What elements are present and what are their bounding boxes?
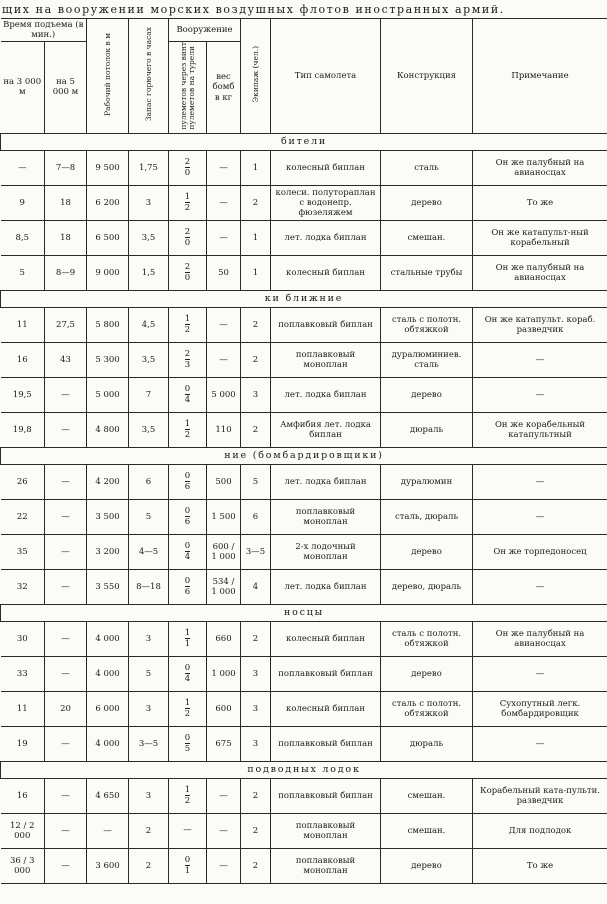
cell-construction: дерево, дюраль xyxy=(381,569,473,604)
cell-note: Он же корабельный катапультный xyxy=(473,412,607,447)
cell-note: — xyxy=(473,342,607,377)
cell-type: поплавковый моноплан xyxy=(271,499,381,534)
cell-crew: 1 xyxy=(241,255,271,290)
cell-machine-guns xyxy=(169,342,207,377)
header-h3000: на 3 000 м xyxy=(1,42,45,134)
fraction xyxy=(185,385,190,406)
fraction xyxy=(185,263,190,284)
fraction xyxy=(185,664,190,685)
cell-bomb-weight: 1 500 xyxy=(207,499,241,534)
cell-ceiling: 5 000 xyxy=(87,377,129,412)
fraction-bottom: 4 xyxy=(184,552,191,563)
cell-climb-3000: 22 xyxy=(1,499,45,534)
cell-fuel: 3,5 xyxy=(129,412,169,447)
fraction-top: 0 xyxy=(184,662,191,673)
cell-bomb-weight: — xyxy=(207,848,241,883)
cell-fuel: 3,5 xyxy=(129,220,169,255)
fraction xyxy=(185,699,190,720)
table-row xyxy=(1,726,607,761)
fraction-top: 0 xyxy=(184,854,191,865)
cell-machine-guns xyxy=(169,499,207,534)
cell-note: Для подлодок xyxy=(473,813,607,848)
cell-crew: 3 xyxy=(241,377,271,412)
cell-construction: сталь с полотн. обтяжкой xyxy=(381,307,473,342)
table-row xyxy=(1,255,607,290)
cell-machine-guns xyxy=(169,534,207,569)
cell-climb-5000: — xyxy=(45,778,87,813)
cell-type: лет. лодка биплан xyxy=(271,464,381,499)
cell-ceiling: 5 800 xyxy=(87,307,129,342)
section-label: подводных лодок xyxy=(1,761,607,778)
section-label: бители xyxy=(1,133,607,150)
cell-note: Он же торпедоносец xyxy=(473,534,607,569)
cell-climb-3000: 30 xyxy=(1,621,45,656)
cell-construction: стальные трубы xyxy=(381,255,473,290)
cell-type: лет. лодка биплан xyxy=(271,569,381,604)
cell-type: поплавковый биплан xyxy=(271,778,381,813)
cell-climb-5000: — xyxy=(45,534,87,569)
fraction-top: 0 xyxy=(184,505,191,516)
cell-climb-5000: 7—8 xyxy=(45,150,87,185)
cell-fuel: 4,5 xyxy=(129,307,169,342)
cell-note: — xyxy=(473,656,607,691)
cell-crew: 3—5 xyxy=(241,534,271,569)
cell-ceiling: 4 200 xyxy=(87,464,129,499)
cell-construction: дерево xyxy=(381,185,473,220)
table-row xyxy=(1,778,607,813)
header-climb-time: Время подъема (в мин.) xyxy=(1,19,87,42)
cell-crew: 6 xyxy=(241,499,271,534)
fraction-bottom: 2 xyxy=(184,709,191,720)
header-crew: Экипаж (чел.) xyxy=(241,19,271,134)
cell-bomb-weight: — xyxy=(207,778,241,813)
cell-type: поплавковый биплан xyxy=(271,656,381,691)
fraction xyxy=(185,856,190,877)
fraction-top: 1 xyxy=(184,313,191,324)
fraction-bottom: 2 xyxy=(184,430,191,441)
aircraft-table xyxy=(0,18,607,884)
cell-climb-5000: — xyxy=(45,377,87,412)
cell-bomb-weight: 600 xyxy=(207,691,241,726)
cell-bomb-weight: 660 xyxy=(207,621,241,656)
cell-fuel: 3—5 xyxy=(129,726,169,761)
cell-ceiling: 4 000 xyxy=(87,726,129,761)
cell-ceiling: 3 600 xyxy=(87,848,129,883)
table-row xyxy=(1,342,607,377)
cell-climb-3000: 19,8 xyxy=(1,412,45,447)
fraction xyxy=(185,315,190,336)
cell-fuel: 3 xyxy=(129,185,169,220)
fraction-bottom: 1 xyxy=(184,866,191,877)
cell-climb-3000: 19,5 xyxy=(1,377,45,412)
cell-machine-guns xyxy=(169,185,207,220)
cell-note: — xyxy=(473,377,607,412)
cell-fuel: 8—18 xyxy=(129,569,169,604)
cell-construction: дуралюминиев. сталь xyxy=(381,342,473,377)
cell-climb-3000: 11 xyxy=(1,307,45,342)
fraction-top: 1 xyxy=(184,784,191,795)
cell-climb-3000: — xyxy=(1,150,45,185)
cell-ceiling: 5 300 xyxy=(87,342,129,377)
fraction xyxy=(185,472,190,493)
cell-ceiling: 3 550 xyxy=(87,569,129,604)
fraction xyxy=(185,420,190,441)
fraction-top: 2 xyxy=(184,261,191,272)
cell-note: — xyxy=(473,464,607,499)
fraction-top: 2 xyxy=(184,156,191,167)
cell-crew: 3 xyxy=(241,656,271,691)
cell-machine-guns xyxy=(169,464,207,499)
cell-fuel: 7 xyxy=(129,377,169,412)
cell-bomb-weight: — xyxy=(207,185,241,220)
cell-construction: сталь с полотн. обтяжкой xyxy=(381,691,473,726)
fraction xyxy=(183,826,192,837)
table-row xyxy=(1,813,607,848)
cell-note: Он же катапульт. кораб. разведчик xyxy=(473,307,607,342)
cell-climb-5000: — xyxy=(45,621,87,656)
fraction-top: — xyxy=(183,824,192,835)
cell-ceiling: 4 000 xyxy=(87,621,129,656)
cell-climb-5000: 43 xyxy=(45,342,87,377)
fraction xyxy=(185,507,190,528)
cell-climb-5000: — xyxy=(45,656,87,691)
cell-fuel: 1,75 xyxy=(129,150,169,185)
fraction-bottom: 2 xyxy=(184,796,191,807)
cell-note: Он же палубный на авианосцах xyxy=(473,621,607,656)
cell-note: Корабельный ката-пульти. разведчик xyxy=(473,778,607,813)
section-label: носцы xyxy=(1,604,607,621)
cell-type: колеси. полуторaплан с водонепр. фюзеляжем xyxy=(271,185,381,220)
cell-type: поплавковый биплан xyxy=(271,307,381,342)
table-row xyxy=(1,691,607,726)
cell-bomb-weight: 1 000 xyxy=(207,656,241,691)
cell-machine-guns xyxy=(169,255,207,290)
fraction-top: 0 xyxy=(184,383,191,394)
cell-type: поплавковый биплан xyxy=(271,726,381,761)
cell-climb-3000: 35 xyxy=(1,534,45,569)
table-row xyxy=(1,377,607,412)
cell-ceiling: — xyxy=(87,813,129,848)
cell-construction: дерево xyxy=(381,656,473,691)
cell-bomb-weight: 500 xyxy=(207,464,241,499)
cell-machine-guns xyxy=(169,778,207,813)
cell-construction: смешан. xyxy=(381,813,473,848)
cell-note: Он же катапульт-ный корабельный xyxy=(473,220,607,255)
cell-climb-5000: — xyxy=(45,464,87,499)
cell-crew: 2 xyxy=(241,185,271,220)
cell-ceiling: 4 000 xyxy=(87,656,129,691)
cell-fuel: 5 xyxy=(129,499,169,534)
cell-bomb-weight: — xyxy=(207,150,241,185)
fraction-bottom: 4 xyxy=(184,395,191,406)
page-title: щих на вооружении морских воздушных флотов иностранных армий. xyxy=(2,3,505,16)
fraction-bottom: 0 xyxy=(184,273,191,284)
section-header xyxy=(1,604,607,621)
cell-climb-3000: 26 xyxy=(1,464,45,499)
cell-climb-5000: 27,5 xyxy=(45,307,87,342)
cell-machine-guns xyxy=(169,220,207,255)
cell-note: — xyxy=(473,499,607,534)
fraction-bottom: 6 xyxy=(184,482,191,493)
cell-machine-guns xyxy=(169,848,207,883)
table-row xyxy=(1,307,607,342)
fraction-top: 1 xyxy=(184,697,191,708)
cell-climb-3000: 5 xyxy=(1,255,45,290)
cell-machine-guns xyxy=(169,307,207,342)
cell-construction: смешан. xyxy=(381,778,473,813)
cell-climb-5000: 18 xyxy=(45,185,87,220)
fraction-top: 1 xyxy=(184,418,191,429)
cell-crew: 2 xyxy=(241,778,271,813)
cell-type: колесный биплан xyxy=(271,691,381,726)
cell-machine-guns xyxy=(169,150,207,185)
fraction-bottom: 6 xyxy=(184,587,191,598)
fraction-bottom: 6 xyxy=(184,517,191,528)
cell-ceiling: 3 500 xyxy=(87,499,129,534)
cell-fuel: 1,5 xyxy=(129,255,169,290)
cell-type: поплавковый моноплан xyxy=(271,813,381,848)
cell-climb-5000: — xyxy=(45,726,87,761)
cell-note: То же xyxy=(473,185,607,220)
cell-fuel: 2 xyxy=(129,813,169,848)
fraction-bottom: 2 xyxy=(184,203,191,214)
cell-fuel: 4—5 xyxy=(129,534,169,569)
fraction xyxy=(185,577,190,598)
cell-type: 2-х лодочный моноплан xyxy=(271,534,381,569)
cell-climb-3000: 8,5 xyxy=(1,220,45,255)
cell-ceiling: 6 200 xyxy=(87,185,129,220)
cell-fuel: 3,5 xyxy=(129,342,169,377)
fraction-top: 2 xyxy=(184,348,191,359)
fraction xyxy=(185,158,190,179)
fraction-top: 0 xyxy=(184,540,191,551)
cell-climb-3000: 9 xyxy=(1,185,45,220)
cell-ceiling: 9 500 xyxy=(87,150,129,185)
cell-note: То же xyxy=(473,848,607,883)
section-header xyxy=(1,133,607,150)
cell-type: Амфибия лет. лодка биплан xyxy=(271,412,381,447)
table-row xyxy=(1,621,607,656)
cell-construction: дюраль xyxy=(381,726,473,761)
cell-fuel: 6 xyxy=(129,464,169,499)
cell-construction: сталь с полотн. обтяжкой xyxy=(381,621,473,656)
header-bomb-weight: вес бомб в кг xyxy=(207,42,241,134)
cell-construction: дюраль xyxy=(381,412,473,447)
section-header xyxy=(1,447,607,464)
fraction-bottom: 1 xyxy=(184,639,191,650)
cell-climb-5000: — xyxy=(45,412,87,447)
cell-bomb-weight: 110 xyxy=(207,412,241,447)
cell-construction: смешан. xyxy=(381,220,473,255)
cell-bomb-weight: 600 / 1 000 xyxy=(207,534,241,569)
header-h5000: на 5 000 м xyxy=(45,42,87,134)
cell-climb-5000: 18 xyxy=(45,220,87,255)
cell-climb-3000: 19 xyxy=(1,726,45,761)
cell-crew: 2 xyxy=(241,412,271,447)
cell-note: Он же палубный на авианосцах xyxy=(473,150,607,185)
table-row xyxy=(1,464,607,499)
table-row xyxy=(1,220,607,255)
cell-climb-3000: 36 / 3 000 xyxy=(1,848,45,883)
fraction-bottom: 5 xyxy=(184,744,191,755)
table-row xyxy=(1,412,607,447)
fraction xyxy=(185,629,190,650)
fraction-top: 0 xyxy=(184,732,191,743)
cell-crew: 2 xyxy=(241,342,271,377)
fraction-bottom: 0 xyxy=(184,168,191,179)
cell-climb-3000: 32 xyxy=(1,569,45,604)
cell-climb-5000: — xyxy=(45,499,87,534)
cell-construction: дерево xyxy=(381,534,473,569)
cell-type: лет. лодка биплан xyxy=(271,220,381,255)
cell-ceiling: 6 000 xyxy=(87,691,129,726)
cell-crew: 1 xyxy=(241,220,271,255)
cell-bomb-weight: — xyxy=(207,813,241,848)
header-ceiling: Рабочий потолок в м xyxy=(87,19,129,134)
cell-climb-3000: 12 / 2 000 xyxy=(1,813,45,848)
cell-construction: сталь, дюраль xyxy=(381,499,473,534)
table-row xyxy=(1,150,607,185)
section-label: ки ближние xyxy=(1,290,607,307)
cell-ceiling: 3 200 xyxy=(87,534,129,569)
cell-machine-guns xyxy=(169,569,207,604)
cell-bomb-weight: — xyxy=(207,307,241,342)
table-row xyxy=(1,185,607,220)
cell-bomb-weight: 5 000 xyxy=(207,377,241,412)
cell-bomb-weight: 534 / 1 000 xyxy=(207,569,241,604)
cell-bomb-weight: — xyxy=(207,220,241,255)
cell-type: колесный биплан xyxy=(271,255,381,290)
cell-note: Сухопутный легк. бомбардировщик xyxy=(473,691,607,726)
cell-construction: дуралюмин xyxy=(381,464,473,499)
cell-fuel: 3 xyxy=(129,691,169,726)
section-header xyxy=(1,290,607,307)
fraction-bottom: 2 xyxy=(184,325,191,336)
cell-fuel: 3 xyxy=(129,778,169,813)
fraction-top: 1 xyxy=(184,191,191,202)
cell-type: поплавковый моноплан xyxy=(271,342,381,377)
table-row xyxy=(1,848,607,883)
cell-machine-guns xyxy=(169,377,207,412)
table-row xyxy=(1,569,607,604)
cell-crew: 2 xyxy=(241,848,271,883)
cell-bomb-weight: 675 xyxy=(207,726,241,761)
cell-fuel: 5 xyxy=(129,656,169,691)
cell-crew: 1 xyxy=(241,150,271,185)
fraction-bottom: 3 xyxy=(184,360,191,371)
cell-note: Он же палубный на авианосцах xyxy=(473,255,607,290)
fraction-top: 0 xyxy=(184,575,191,586)
cell-fuel: 2 xyxy=(129,848,169,883)
fraction-bottom: 0 xyxy=(184,238,191,249)
cell-climb-5000: — xyxy=(45,848,87,883)
fraction xyxy=(185,542,190,563)
cell-note: — xyxy=(473,726,607,761)
fraction-top: 2 xyxy=(184,226,191,237)
cell-note: — xyxy=(473,569,607,604)
cell-climb-3000: 11 xyxy=(1,691,45,726)
header-type: Тип самолета xyxy=(271,19,381,134)
cell-machine-guns xyxy=(169,656,207,691)
cell-crew: 2 xyxy=(241,621,271,656)
cell-machine-guns xyxy=(169,621,207,656)
cell-crew: 5 xyxy=(241,464,271,499)
cell-climb-5000: 20 xyxy=(45,691,87,726)
cell-crew: 2 xyxy=(241,307,271,342)
cell-climb-5000: — xyxy=(45,569,87,604)
cell-machine-guns xyxy=(169,726,207,761)
cell-construction: дерево xyxy=(381,848,473,883)
cell-climb-3000: 16 xyxy=(1,342,45,377)
cell-type: колесный биплан xyxy=(271,621,381,656)
cell-crew: 3 xyxy=(241,691,271,726)
section-label: ние (бомбардировщики) xyxy=(1,447,607,464)
table-row xyxy=(1,656,607,691)
fraction-bottom: 4 xyxy=(184,674,191,685)
cell-climb-3000: 16 xyxy=(1,778,45,813)
cell-machine-guns xyxy=(169,412,207,447)
fraction xyxy=(185,228,190,249)
header-construction: Конструкция xyxy=(381,19,473,134)
cell-climb-5000: — xyxy=(45,813,87,848)
cell-ceiling: 6 500 xyxy=(87,220,129,255)
cell-type: колесный биплан xyxy=(271,150,381,185)
cell-construction: сталь xyxy=(381,150,473,185)
fraction xyxy=(185,193,190,214)
fraction xyxy=(185,786,190,807)
table-row xyxy=(1,534,607,569)
fraction-top: 1 xyxy=(184,627,191,638)
cell-crew: 3 xyxy=(241,726,271,761)
cell-ceiling: 4 800 xyxy=(87,412,129,447)
fraction xyxy=(185,734,190,755)
header-armament: Вооружение xyxy=(169,19,241,42)
cell-bomb-weight: 50 xyxy=(207,255,241,290)
cell-construction: дерево xyxy=(381,377,473,412)
cell-climb-3000: 33 xyxy=(1,656,45,691)
cell-machine-guns xyxy=(169,813,207,848)
section-header xyxy=(1,761,607,778)
cell-fuel: 3 xyxy=(129,621,169,656)
header-fuel: Запас горючего в часах xyxy=(129,19,169,134)
fraction-top: 0 xyxy=(184,470,191,481)
table-row xyxy=(1,499,607,534)
cell-ceiling: 9 000 xyxy=(87,255,129,290)
header-note: Примечание xyxy=(473,19,607,134)
cell-crew: 2 xyxy=(241,813,271,848)
cell-bomb-weight: — xyxy=(207,342,241,377)
header-machine-guns: пулеметов через винтпулеметов на турели xyxy=(169,42,207,134)
cell-type: поплавковый моноплан xyxy=(271,848,381,883)
cell-ceiling: 4 650 xyxy=(87,778,129,813)
cell-climb-5000: 8—9 xyxy=(45,255,87,290)
cell-machine-guns xyxy=(169,691,207,726)
cell-type: лет. лодка биплан xyxy=(271,377,381,412)
fraction xyxy=(185,350,190,371)
cell-crew: 4 xyxy=(241,569,271,604)
